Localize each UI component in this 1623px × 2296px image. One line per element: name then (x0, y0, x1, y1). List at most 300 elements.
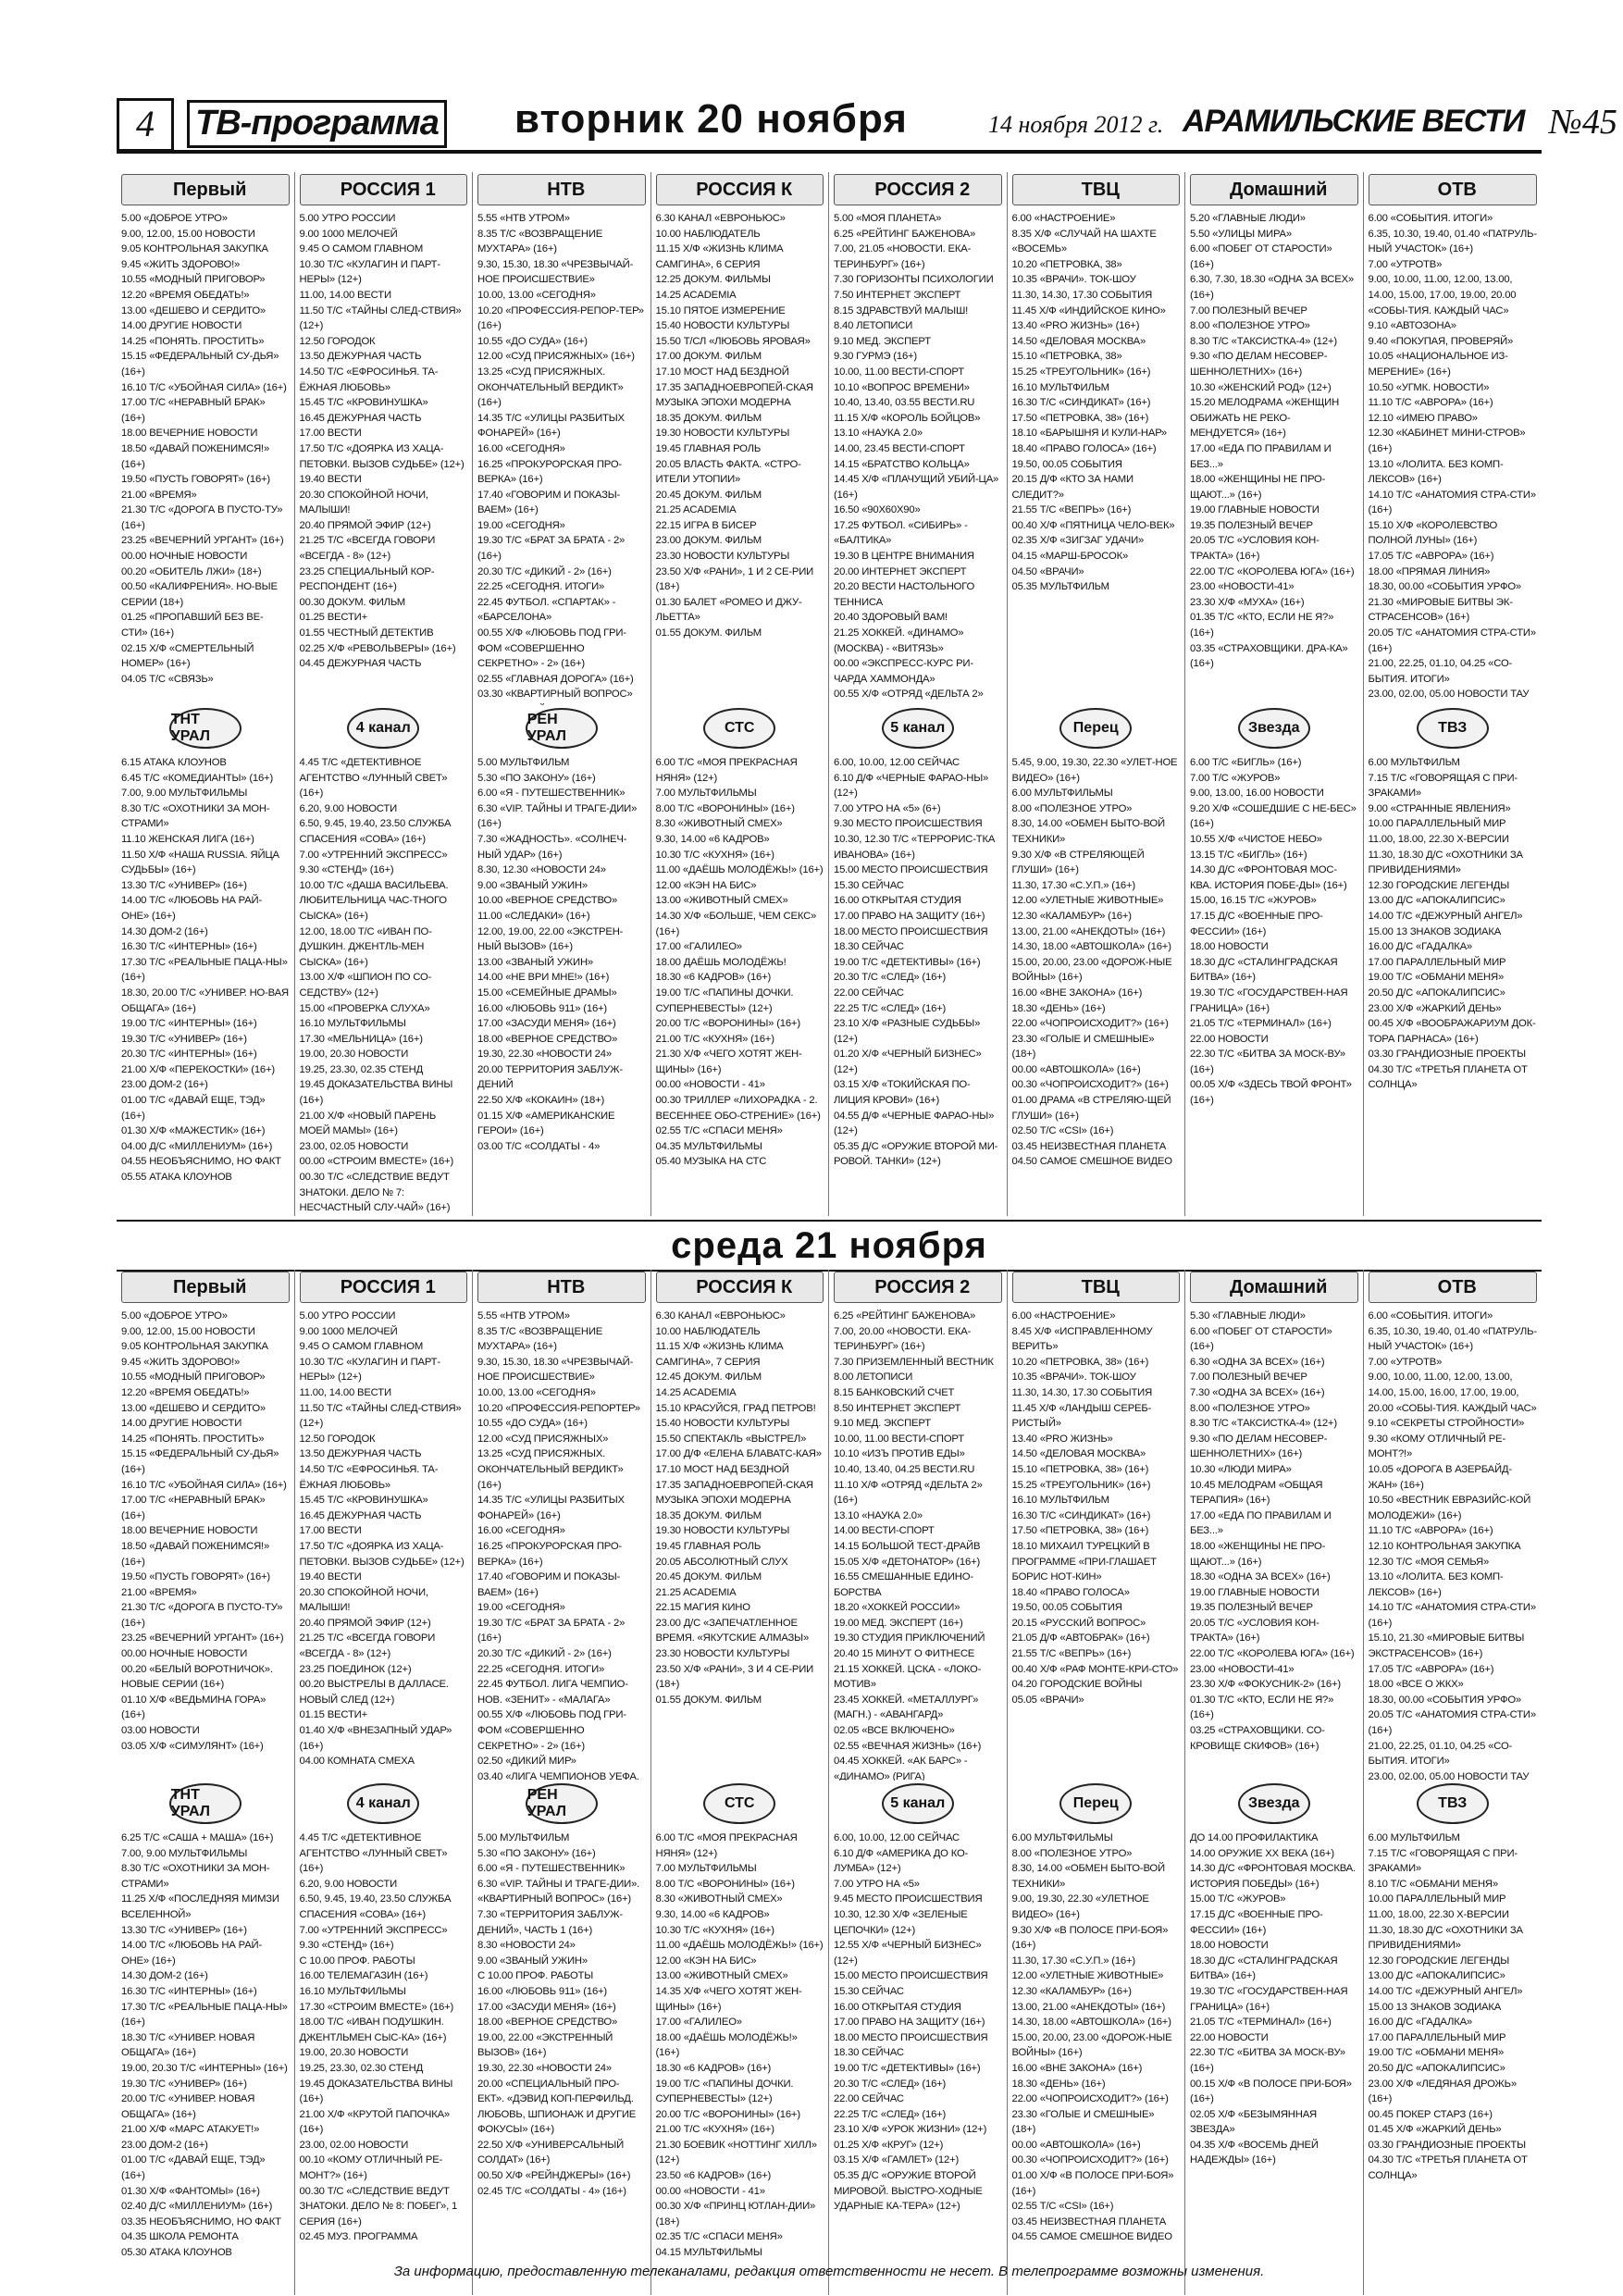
program-item: 22.00 СЕЙЧАС (834, 987, 904, 999)
program-item: 03.35 «СТРАХОВЩИКИ. ДРА-КА» (16+) (1190, 642, 1351, 670)
program-item: 20.05 Т/С «АНАТОМИЯ СТРА-СТИ» (16+) (1368, 627, 1539, 654)
program-item: 8.15 БАНКОВСКИЙ СЧЕТ (834, 1386, 955, 1398)
program-item: 7.15 Т/С «ГОВОРЯЩАЯ С ПРИ-ЗРАКАМИ» (1368, 772, 1518, 800)
program-item: 19.00 ГЛАВНЫЕ НОВОСТИ (1190, 504, 1319, 516)
program-item: 9.00 «ЗВАНЫЙ УЖИН» (477, 879, 588, 891)
program-item: 10.20 «ПЕТРОВКА, 38» (1011, 258, 1122, 270)
channel-logo-icon (1012, 174, 1181, 205)
program-item: 9.30 ГУРМЭ (16+) (834, 351, 917, 363)
program-item: 9.30 «КОМУ ОТЛИЧНЫЙ РЕ-МОНТ?!» (1368, 1433, 1506, 1460)
program-item: 18.50 «ДАВАЙ ПОЖЕНИМСЯ!» (16+) (121, 442, 273, 470)
program-item: 9.30, 15.30, 18.30 «ЧРЕЗВЫЧАЙ-НОЕ ПРОИСШЕСТВИЕ» (477, 1356, 634, 1384)
program-item: 00.20 «ОБИТЕЛЬ ЛЖИ» (18+) (121, 565, 262, 577)
program-list (300, 1309, 468, 1769)
program-item: 6.00, 10.00, 12.00 СЕЙЧАС (834, 1832, 960, 1843)
program-item: 11.10 ЖЕНСКАЯ ЛИГА (16+) (121, 833, 254, 845)
program-item: 19.30 Т/С «УНИВЕР» (16+) (121, 2078, 247, 2090)
program-item: 12.00 «СУД ПРИСЯЖНЫХ» (16+) (477, 351, 635, 363)
channel-name: НТВ (547, 179, 586, 200)
program-item: 15.10 Х/Ф «КОРОЛЕВСТВО ПОЛНОЙ ЛУНЫ» (16+) (1368, 519, 1501, 547)
program-item: 7.00 УТРО НА «5» (6+) (834, 802, 941, 814)
program-item: 04.30 Т/С «ТРЕТЬЯ ПЛАНЕТА ОТ СОЛНЦА» (1368, 2154, 1530, 2182)
channel-logo-icon (477, 174, 646, 205)
program-item: 6.30 «VIP. ТАЙНЫ И ТРАГЕ-ДИИ». «КВАРТИРНЫЙ ВОПРОС» (16+) (477, 1878, 643, 1905)
program-item: 11.30, 18.30 Д/С «ОХОТНИКИ ЗА ПРИВИДЕНИЯМИ» (1368, 1924, 1526, 1952)
program-item: 13.00 Д/С «АПОКАЛИПСИС» (1368, 1970, 1505, 1982)
program-item: 8.30 «ЖИВОТНЫЙ СМЕХ» (655, 1893, 783, 1905)
program-item: 22.25 «СЕГОДНЯ. ИТОГИ» (477, 581, 605, 593)
program-item: 6.45 Т/С «КОМЕДИАНТЫ» (16+) (121, 772, 274, 784)
program-item: 20.00 Т/С «ВОРОНИНЫ» (16+) (655, 1018, 800, 1030)
program-item: 9.30 Х/Ф «В СТРЕЛЯЮЩЕЙ ГЛУШИ» (16+) (1011, 849, 1147, 876)
program-item: 9.00, 10.00, 11.00, 12.00, 13.00, 14.00, 15.00, 16.00, 17.00, 19.00, 20.00 «СОБЫ-ТИЯ. КАЖДЫЙ ЧАС» (1368, 1371, 1537, 1414)
day-title-wednesday: среда 21 ноября (117, 1220, 1542, 1272)
program-item: 23.00 «НОВОСТИ-41» (1190, 1663, 1295, 1675)
program-item: 11.30, 18.30 Д/С «ОХОТНИКИ ЗА ПРИВИДЕНИЯМИ» (1368, 849, 1526, 876)
program-item: 17.50 Т/С «ДОЯРКА ИЗ ХАЦА-ПЕТОВКИ. ВЫЗОВ СУДЬБЕ» (12+) (299, 1540, 465, 1568)
program-item: 01.15 ВЕСТИ+ (299, 1709, 367, 1721)
program-item: 17.35 ЗАПАДНОЕВРОПЕЙ-СКАЯ МУЗЫКА ЭПОХИ МОДЕРНА (655, 381, 816, 409)
program-item: 21.15 ХОККЕЙ. ЦСКА - «ЛОКО-МОТИВ» (834, 1663, 982, 1691)
program-item: 20.40 15 МИНУТ О ФИТНЕСЕ (834, 1648, 975, 1660)
program-item: 15.05 Х/Ф «ДЕТОНАТОР» (16+) (834, 1556, 981, 1568)
program-item: 16.10 МУЛЬТФИЛЬМЫ (299, 1018, 406, 1030)
program-item: 15.45 Т/С «КРОВИНУШКА» (299, 1495, 428, 1507)
program-item: 19.30 СТУДИЯ ПРИКЛЮЧЕНИЙ (834, 1632, 985, 1644)
program-item: 6.00 Т/С «МОЯ ПРЕКРАСНАЯ НЯНЯ» (12+) (655, 757, 800, 784)
program-item: 03.45 НЕИЗВЕСТНАЯ ПЛАНЕТА (1011, 1140, 1167, 1152)
program-item: 7.00 МУЛЬТФИЛЬМЫ (655, 788, 757, 800)
program-item: 6.00 «Я - ПУТЕШЕСТВЕННИК» (477, 788, 626, 800)
program-item: 16.30 Т/С «СИНДИКАТ» (16+) (1011, 397, 1151, 409)
program-item: 7.00 УТРО НА «5» (834, 1878, 920, 1890)
channel-name: 5 канал (882, 708, 954, 749)
channel-name: РОССИЯ 1 (340, 179, 436, 200)
program-item: 16.10 МУЛЬТФИЛЬМЫ (299, 1985, 406, 1997)
program-item: 17.00 «ГАЛИЛЕО» (655, 2017, 742, 2029)
masthead (117, 96, 1617, 154)
program-item: 9.45 «ЖИТЬ ЗДОРОВО!» (121, 258, 241, 270)
program-item: 6.00 «НАСТРОЕНИЕ» (1011, 213, 1116, 224)
program-item: 10.00, 11.00 ВЕСТИ-СПОРТ (834, 366, 964, 378)
program-item: 21.25 ХОККЕЙ. «ДИНАМО» (МОСКВА) - «ВИТЯЗЬ» (834, 627, 967, 654)
channel-column (295, 1270, 474, 1781)
program-item: 16.25 «ПРОКУРОРСКАЯ ПРО-ВЕРКА» (16+) (477, 1540, 622, 1568)
program-item: 5.45, 9.00, 19.30, 22.30 «УЛЕТ-НОЕ ВИДЕО» (16+) (1011, 757, 1181, 784)
program-item: 12.10 КОНТРОЛЬНАЯ ЗАКУПКА (1368, 1540, 1521, 1552)
channel-name: Первый (173, 179, 247, 200)
program-item: 18.30 Д/С «СТАЛИНГРАДСКАЯ БИТВА» (16+) (1190, 956, 1341, 984)
program-item: 14.25 «ПОНЯТЬ. ПРОСТИТЬ» (121, 1433, 265, 1445)
program-item: 15.30 СЕЙЧАС (834, 1985, 904, 1997)
channel-column (651, 1781, 830, 2295)
program-item: 7.00 Т/С «ЖУРОВ» (1190, 772, 1281, 784)
program-item: 17.00 «ЕДА ПО ПРАВИЛАМ И БЕЗ...» (1190, 1509, 1334, 1537)
program-item: 14.00 ДРУГИЕ НОВОСТИ (121, 320, 242, 332)
program-item: 9.10 МЕД. ЭКСПЕРТ (834, 335, 931, 347)
program-item: 20.05 АБСОЛЮТНЫЙ СЛУХ (655, 1556, 788, 1568)
program-item: 7.15 Т/С «ГОВОРЯЩАЯ С ПРИ-ЗРАКАМИ» (1368, 1847, 1518, 1875)
channel-name: Первый (173, 1276, 247, 1297)
program-item: 9.30 «ПО ДЕЛАМ НЕСОВЕР-ШЕННОЛЕТНИХ» (16+) (1190, 1433, 1328, 1460)
program-item: 17.00 ПАРАЛЛЕЛЬНЫЙ МИР (1368, 956, 1506, 968)
program-item: 18.00 «ДАЁШЬ МОЛОДЁЖЬ!» (16+) (655, 2031, 800, 2059)
program-item: 12.30 «КАЛАМБУР» (16+) (1011, 910, 1132, 922)
program-item: 19.00 ГЛАВНЫЕ НОВОСТИ (1190, 1586, 1319, 1598)
program-item: 7.50 ИНТЕРНЕТ ЭКСПЕРТ (834, 289, 961, 301)
program-item: 20.30 Т/С «ДИКИЙ - 2» (16+) (477, 1648, 612, 1660)
program-item: 10.05 «ДОРОГА В АЗЕРБАЙД-ЖАН» (16+) (1368, 1463, 1512, 1491)
program-item: 19.00 Т/С «ДЕТЕКТИВЫ» (16+) (834, 956, 981, 968)
program-item: 14.00 ОРУЖИЕ XX ВЕКА (16+) (1190, 1847, 1334, 1859)
program-item: 19.30 В ЦЕНТРЕ ВНИМАНИЯ (834, 551, 974, 563)
program-item: 18.35 ДОКУМ. ФИЛЬМ (655, 1509, 762, 1521)
program-item: 15.00 «СЕМЕЙНЫЕ ДРАМЫ» (477, 987, 617, 999)
program-item: 13.10 «ЛОЛИТА. БЕЗ КОМП-ЛЕКСОВ» (16+) (1368, 458, 1504, 486)
program-item: 17.35 ЗАПАДНОЕВРОПЕЙ-СКАЯ МУЗЫКА ЭПОХИ МОДЕРНА (655, 1479, 816, 1507)
program-list (1012, 1309, 1181, 1707)
channel-logo-icon (1369, 1272, 1538, 1303)
program-item: 17.30 «МЕЛЬНИЦА» (16+) (299, 1033, 423, 1045)
channel-column (829, 705, 1008, 1216)
program-item: 13.30 Т/С «УНИВЕР» (16+) (121, 1924, 247, 1936)
wednesday-grid (117, 1270, 1542, 2295)
program-item: 00.05 Х/Ф «ЗДЕСЬ ТВОЙ ФРОНТ» (16+) (1190, 1079, 1355, 1107)
program-item: 6.00 Т/С «БИГЛЬ» (16+) (1190, 757, 1302, 768)
program-item: 13.10 «НАУКА 2.0» (834, 428, 923, 440)
program-item: 18.50 «ДАВАЙ ПОЖЕНИМСЯ!» (16+) (121, 1540, 273, 1568)
program-item: 6.00 «ПОБЕГ ОТ СТАРОСТИ» (16+) (1190, 1325, 1335, 1353)
channel-name: ОТВ (1437, 1276, 1477, 1297)
program-item: 12.00 «УЛЕТНЫЕ ЖИВОТНЫЕ» (1011, 895, 1164, 907)
program-item: 21.25 ACADEMIA (655, 1586, 737, 1598)
program-item: 11.10 Т/С «АВРОРА» (16+) (1368, 1525, 1493, 1537)
program-item: 19.30, 22.30 «НОВОСТИ 24» (477, 1049, 612, 1061)
program-item: 15.10 КРАСУЙСЯ, ГРАД ПЕТРОВ! (655, 1402, 816, 1414)
program-item: 23.00 Д/С «ЗАПЕЧАТЛЕННОЕ ВРЕМЯ. «ЯКУТСКИЕ АЛМАЗЫ» (655, 1617, 810, 1644)
program-item: 18.30, 20.00 Т/С «УНИВЕР. НО-ВАЯ ОБЩАГА» (16+) (121, 987, 291, 1014)
program-item: 6.35, 10.30, 19.40, 01.40 «ПАТРУЛЬ-НЫЙ УЧАСТОК» (16+) (1368, 228, 1537, 255)
program-item: 18.30 «ОДНА ЗА ВСЕХ» (16+) (1190, 1571, 1331, 1583)
channel-logo-icon (121, 707, 290, 750)
program-item: 8.30 Т/С «ТАКСИСТКА-4» (12+) (1190, 1418, 1337, 1430)
program-item: 9.45 МЕСТО ПРОИСШЕСТВИЯ (834, 1893, 983, 1905)
disclaimer: За информацию, предоставленную телеканалами, редакция ответственности не несет. В телепрограмме возможны изменения. (393, 2264, 1265, 2279)
program-list (300, 755, 468, 1216)
program-item: 05.35 МУЛЬТФИЛЬМ (1011, 581, 1109, 593)
program-item: 02.05 Х/Ф «БЕЗЫМЯННАЯ ЗВЕЗДА» (1190, 2108, 1319, 2136)
program-item: 9.30 Х/Ф «В ПОЛОСЕ ПРИ-БОЯ» (16+) (1011, 1924, 1171, 1952)
program-item: 03.45 НЕИЗВЕСТНАЯ ПЛАНЕТА (1011, 2215, 1167, 2228)
program-list (1012, 211, 1181, 595)
program-item: 14.00 Т/С «ДЕЖУРНЫЙ АНГЕЛ» (1368, 910, 1523, 922)
program-item: 02.25 Х/Ф «РЕВОЛЬВЕРЫ» (16+) (299, 642, 456, 654)
program-item: 11.15 Х/Ф «ЖИЗНЬ КЛИМА САМГИНА», 6 СЕРИЯ (655, 243, 787, 270)
program-item: 00.30 Х/Ф «ПРИНЦ ЮТЛАН-ДИИ» (18+) (655, 2201, 819, 2228)
program-item: 8.30, 14.00 «ОБМЕН БЫТО-ВОЙ ТЕХНИКИ» (1011, 1863, 1168, 1890)
program-item: 5.00 УТРО РОССИИ (299, 1310, 396, 1322)
program-item: 14.00 ВЕСТИ-СПОРТ (834, 1525, 935, 1537)
program-item: 05.40 МУЗЫКА НА СТС (655, 1156, 767, 1168)
program-item: 21.00 Х/Ф «МАРС АТАКУЕТ!» (121, 2124, 260, 2136)
program-item: 13.00 «ДЕШЕВО И СЕРДИТО» (121, 1402, 266, 1414)
program-item: 8.50 ИНТЕРНЕТ ЭКСПЕРТ (834, 1402, 961, 1414)
channel-column (1008, 705, 1186, 1216)
program-item: 11.00, 18.00, 22.30 Х-ВЕРСИИ (1368, 833, 1509, 845)
program-item: 19.30 Т/С «БРАТ ЗА БРАТА - 2» (16+) (477, 535, 628, 563)
program-item: 10.30 Т/С «КУЛАГИН И ПАРТ-НЕРЫ» (12+) (299, 1356, 440, 1384)
program-item: 20.50 Д/С «АПОКАЛИПСИС» (1368, 987, 1505, 999)
program-item: 9.30 «ПО ДЕЛАМ НЕСОВЕР-ШЕННОЛЕТНИХ» (16+) (1190, 351, 1328, 378)
tue-row-bottom (117, 705, 1542, 1216)
program-item: 20.00 Т/С «УНИВЕР. НОВАЯ ОБЩАГА» (16+) (121, 2093, 258, 2120)
channel-logo-icon (121, 1782, 290, 1825)
program-item: 17.40 «ГОВОРИМ И ПОКАЗЫ-ВАЕМ» (16+) (477, 1571, 621, 1598)
program-item: С 10.00 ПРОФ. РАБОТЫ (299, 1955, 415, 1967)
program-item: 20.30 СПОКОЙНОЙ НОЧИ, МАЛЫШИ! (299, 1586, 431, 1614)
program-item: 11.50 Х/Ф «НАША RUSSIA. ЯЙЦА СУДЬБЫ» (16+) (121, 849, 282, 876)
program-item: 00.40 Х/Ф «ПЯТНИЦА ЧЕЛО-ВЕК» (1011, 519, 1175, 531)
program-item: 17.50 Т/С «ДОЯРКА ИЗ ХАЦА-ПЕТОВКИ. ВЫЗОВ СУДЬБЕ» (12+) (299, 442, 465, 470)
program-item: 01.15 Х/Ф «АМЕРИКАНСКИЕ ГЕРОИ» (16+) (477, 1110, 618, 1137)
program-item: 15.00 13 ЗНАКОВ ЗОДИАКА (1368, 2001, 1502, 2013)
program-item: 01.30 Х/Ф «МАЖЕСТИК» (16+) (121, 1125, 266, 1137)
channel-column (473, 1270, 651, 1781)
program-item: 01.10 Х/Ф «ВЕДЬМИНА ГОРА» (16+) (121, 1694, 269, 1721)
program-item: 10.55 «МОДНЫЙ ПРИГОВОР» (121, 274, 266, 286)
program-item: 7.00 «УТРОТВ» (1368, 1356, 1443, 1368)
program-item: 6.30 «ОДНА ЗА ВСЕХ» (16+) (1190, 1356, 1325, 1368)
program-item: 04.00 КОМНАТА СМЕХА (299, 1756, 415, 1768)
program-item: 01.00 Т/С «ДАВАЙ ЕЩЕ, ТЭД» (16+) (121, 1095, 268, 1122)
program-item: 04.15 «МАРШ-БРОСОК» (1011, 551, 1129, 563)
program-list (477, 1831, 646, 2199)
program-item: 17.50 «ПЕТРОВКА, 38» (16+) (1011, 1525, 1149, 1537)
program-item: 20.05 Т/С «УСЛОВИЯ КОН-ТРАКТА» (16+) (1190, 535, 1319, 563)
program-item: 15.10 ПЯТОЕ ИЗМЕРЕНИЕ (655, 304, 786, 316)
program-item: 13.25 «СУД ПРИСЯЖНЫХ. ОКОНЧАТЕЛЬНЫЙ ВЕРДИКТ» (16+) (477, 1448, 626, 1491)
program-item: 15.00 «ПРОВЕРКА СЛУХА» (299, 1002, 430, 1014)
program-item: 04.55 САМОЕ СМЕШНОЕ ВИДЕО (1011, 2231, 1172, 2243)
program-item: 7.30 «ЖАДНОСТЬ». «СОЛНЕЧ-НЫЙ УДАР» (16+) (477, 833, 627, 861)
program-item: 13.00 «ЖИВОТНЫЙ СМЕХ» (655, 895, 788, 907)
program-item: 01.30 Т/С «КТО, ЕСЛИ НЕ Я?» (16+) (1190, 1694, 1337, 1721)
program-item: 21.30 Х/Ф «ЧЕГО ХОТЯТ ЖЕН-ЩИНЫ» (16+) (655, 1049, 802, 1075)
program-list (656, 211, 824, 641)
program-item: ДО 14.00 ПРОФИЛАКТИКА (1190, 1832, 1319, 1843)
program-item: 20.30 Т/С «СЛЕД» (16+) (834, 972, 947, 984)
program-item: 23.00 ДОМ-2 (16+) (121, 1079, 208, 1091)
channel-name: Звезда (1238, 1783, 1310, 1824)
program-item: 16.10 Т/С «УБОЙНАЯ СИЛА» (16+) (121, 381, 287, 393)
program-item: 19.40 ВЕСТИ (299, 474, 362, 486)
tuesday-grid (117, 172, 1542, 1216)
program-item: 9.30, 14.00 «6 КАДРОВ» (655, 833, 770, 845)
channel-column (829, 172, 1008, 705)
channel-column (473, 1781, 651, 2295)
program-item: 04.55 Д/Ф «ЧЕРНЫЕ ФАРАО-НЫ» (12+) (834, 1110, 997, 1137)
program-item: 10.00 Т/С «ДАША ВАСИЛЬЕВА. ЛЮБИТЕЛЬНИЦА ЧАС-ТНОГО СЫСКА» (16+) (299, 879, 452, 922)
program-item: 6.20, 9.00 НОВОСТИ (299, 1878, 397, 1890)
program-item: 9.30, 15.30, 18.30 «ЧРЕЗВЫЧАЙ-НОЕ ПРОИСШЕСТВИЕ» (477, 258, 634, 286)
program-item: 5.00 «ДОБРОЕ УТРО» (121, 213, 228, 224)
program-item: 11.00 «ДАЁШЬ МОЛОДЁЖЬ!» (16+) (655, 864, 824, 876)
program-item: 16.45 ДЕЖУРНАЯ ЧАСТЬ (299, 1509, 422, 1521)
program-item: 11.15 Х/Ф «КОРОЛЬ БОЙЦОВ» (834, 412, 981, 424)
channel-logo-icon (834, 174, 1002, 205)
program-item: 21.00 «ВРЕМЯ» (121, 1586, 197, 1598)
program-item: 17.00 Д/Ф «ЕЛЕНА БЛАВАТС-КАЯ» (655, 1448, 822, 1460)
channel-column (1008, 172, 1186, 705)
program-item: 14.15 БОЛЬШОЙ ТЕСТ-ДРАЙВ (834, 1540, 981, 1552)
program-item: 19.00 «СЕГОДНЯ» (477, 519, 565, 531)
program-item: 05.05 «ВРАЧИ» (1011, 1694, 1084, 1706)
program-list (1012, 755, 1181, 1170)
program-item: 19.40 ВЕСТИ (299, 1571, 362, 1583)
program-item: 13.40 «PRO ЖИЗНЬ» (16+) (1011, 320, 1140, 332)
program-item: 19.30 Т/С «БРАТ ЗА БРАТА - 2» (16+) (477, 1617, 628, 1644)
program-item: 8.30, 14.00 «ОБМЕН БЫТО-ВОЙ ТЕХНИКИ» (1011, 818, 1168, 845)
program-item: 21.00, 22.25, 01.10, 04.25 «СО-БЫТИЯ. ИТОГИ» (1368, 658, 1513, 685)
channel-logo-icon (121, 174, 290, 205)
program-item: 5.00 МУЛЬТФИЛЬМ (477, 757, 570, 768)
program-item: 8.10 Т/С «ОБМАНИ МЕНЯ» (1368, 1878, 1498, 1890)
program-list (477, 211, 646, 705)
program-item: 12.00 «КЭН НА БИС» (655, 1955, 757, 1967)
program-item: 7.00, 9.00 МУЛЬТФИЛЬМЫ (121, 1847, 248, 1859)
channel-logo-icon (834, 1782, 1002, 1825)
program-item: 02.35 Т/С «СПАСИ МЕНЯ» (655, 2231, 783, 2243)
program-item: 17.00 «ЕДА ПО ПРАВИЛАМ И БЕЗ...» (1190, 442, 1334, 470)
program-item: 8.00 Т/С «ВОРОНИНЫ» (16+) (655, 802, 795, 814)
program-item: 19.00, 20.30 НОВОСТИ (299, 1049, 409, 1061)
program-item: 12.20 «ВРЕМЯ ОБЕДАТЬ!» (121, 1386, 250, 1398)
program-item: 15.00, 16.15 Т/С «ЖУРОВ» (1190, 895, 1317, 907)
program-item: 8.35 Х/Ф «СЛУЧАЙ НА ШАХТЕ «ВОСЕМЬ» (1011, 228, 1159, 255)
program-item: 7.30 «ТЕРРИТОРИЯ ЗАБЛУЖ-ДЕНИЙ», ЧАСТЬ 1 (16+) (477, 1908, 623, 1936)
program-item: 16.00 ТЕЛЕМАГАЗИН (16+) (299, 1970, 428, 1982)
channel-name: СТС (703, 708, 775, 749)
program-item: 19.35 ПОЛЕЗНЫЙ ВЕЧЕР (1190, 519, 1313, 531)
program-item: 00.30 «ЧОПРОИСХОДИТ?» (16+) (1011, 2154, 1169, 2166)
program-item: 00.50 Х/Ф «РЕЙНДЖЕРЫ» (16+) (477, 2170, 631, 2182)
program-item: 15.10 «ПЕТРОВКА, 38» (1011, 351, 1122, 363)
program-item: 19.00 МЕД. ЭКСПЕРТ (16+) (834, 1617, 963, 1629)
channel-name: РЕН УРАЛ (526, 1783, 598, 1824)
program-item: 04.35 ШКОЛА РЕМОНТА (121, 2231, 239, 2243)
channel-name: РОССИЯ 2 (874, 179, 971, 200)
program-item: 17.10 МОСТ НАД БЕЗДНОЙ (655, 366, 789, 378)
program-item: 03.05 Х/Ф «СИМУЛЯНТ» (16+) (121, 1740, 264, 1752)
program-item: 21.30 Т/С «ДОРОГА В ПУСТО-ТУ» (16+) (121, 504, 286, 531)
program-list (1012, 1831, 1181, 2245)
program-item: 11.25 Х/Ф «ПОСЛЕДНЯЯ МИМЗИ ВСЕЛЕННОЙ» (121, 1893, 282, 1920)
program-item: 17.00 «ГАЛИЛЕО» (655, 941, 742, 953)
program-item: 23.00, 02.05 НОВОСТИ (299, 1140, 409, 1152)
program-item: 16.25 «ПРОКУРОРСКАЯ ПРО-ВЕРКА» (16+) (477, 458, 622, 486)
program-list (1190, 211, 1358, 672)
program-item: 11.15 Х/Ф «ЖИЗНЬ КЛИМА САМГИНА», 7 СЕРИЯ (655, 1341, 787, 1368)
program-item: 02.15 Х/Ф «СМЕРТЕЛЬНЫЙ НОМЕР» (16+) (121, 642, 257, 670)
program-item: 16.00 Д/С «ГАДАЛКА» (1368, 2017, 1472, 2029)
day-title-tuesday: вторник 20 ноября (514, 96, 908, 142)
program-item: 10.00 ПАРАЛЛЕЛЬНЫЙ МИР (1368, 818, 1506, 830)
program-item: 00.30 ДОКУМ. ФИЛЬМ (299, 596, 406, 608)
program-item: 18.00 НОВОСТИ (1190, 1940, 1269, 1952)
program-item: 04.35 Х/Ф «ВОСЕМЬ ДНЕЙ НАДЕЖДЫ» (16+) (1190, 2139, 1321, 2166)
program-item: С 10.00 ПРОФ. РАБОТЫ (477, 1970, 594, 1982)
program-item: 12.00 «КЭН НА БИС» (655, 879, 757, 891)
program-item: 23.00 Х/Ф «ЖАРКИЙ ДЕНЬ» (1368, 1002, 1502, 1014)
program-item: 15.15 «ФЕДЕРАЛЬНЫЙ СУ-ДЬЯ» (16+) (121, 1448, 282, 1475)
program-item: 9.05 КОНТРОЛЬНАЯ ЗАКУПКА (121, 243, 268, 255)
program-item: 18.00 ДАЁШЬ МОЛОДЁЖЬ! (655, 956, 787, 968)
program-item: 23.50 Х/Ф «РАНИ», 3 И 4 СЕ-РИИ (18+) (655, 1663, 817, 1691)
program-item: 04.45 ХОККЕЙ. «АК БАРС» - «ДИНАМО» (РИГА) (834, 1756, 971, 1781)
program-item: 18.40 «ПРАВО ГОЛОСА» (1011, 1586, 1130, 1598)
program-item: 14.00 Т/С «ДЕЖУРНЫЙ АНГЕЛ» (1368, 1985, 1523, 1997)
program-list (1369, 211, 1538, 705)
channel-logo-icon (656, 174, 824, 205)
program-list (1369, 1831, 1538, 2184)
channel-logo-icon (834, 1272, 1002, 1303)
program-item: 20.45 ДОКУМ. ФИЛЬМ (655, 1571, 762, 1583)
program-item: 10.35 «ВРАЧИ». ТОК-ШОУ (1011, 1371, 1136, 1384)
program-item: 21.25 ACADEMIA (655, 504, 737, 516)
program-item: 8.00 «ПОЛЕЗНОЕ УТРО» (1011, 1847, 1133, 1859)
program-item: 04.55 НЕОБЪЯСНИМО, НО ФАКТ (121, 1156, 281, 1168)
program-item: 15.10 «ПЕТРОВКА, 38» (16+) (1011, 1463, 1149, 1475)
program-item: 12.55 Х/Ф «ЧЕРНЫЙ БИЗНЕС» (12+) (834, 1940, 985, 1967)
program-item: 16.10 Т/С «УБОЙНАЯ СИЛА» (16+) (121, 1479, 287, 1491)
channel-name: Домашний (1230, 179, 1328, 200)
program-item: 15.00 МЕСТО ПРОИСШЕСТВИЯ (834, 1970, 988, 1982)
program-item: 02.40 Д/С «МИЛЛЕНИУМ» (16+) (121, 2201, 273, 2213)
channel-column (117, 705, 295, 1216)
program-item: 23.00 Х/Ф «ЛЕДЯНАЯ ДРОЖЬ» (16+) (1368, 2078, 1519, 2105)
program-item: 04.50 «ВРАЧИ» (1011, 565, 1084, 577)
program-item: 6.25 «РЕЙТИНГ БАЖЕНОВА» (834, 1310, 976, 1322)
program-item: 21.05 Д/Ф «АВТОБРАК» (16+) (1011, 1632, 1150, 1644)
program-item: 9.40 «ПОКУПАЯ, ПРОВЕРЯЙ» (1368, 335, 1514, 347)
program-item: 12.30 ГОРОДСКИЕ ЛЕГЕНДЫ (1368, 879, 1509, 891)
program-item: 16.00 ОТКРЫТАЯ СТУДИЯ (834, 895, 961, 907)
program-item: 21.30 БОЕВИК «НОТТИНГ ХИЛЛ» (12+) (655, 2139, 820, 2166)
program-item: 11.45 Х/Ф «ЛАНДЫШ СЕРЕБ-РИСТЫЙ» (1011, 1402, 1152, 1430)
program-item: 6.50, 9.45, 19.40, 23.50 СЛУЖБА СПАСЕНИЯ «СОВА» (16+) (299, 818, 454, 845)
program-item: 13.00, 21.00 «АНЕКДОТЫ» (16+) (1011, 2001, 1166, 2013)
program-item: 14.00, 23.45 ВЕСТИ-СПОРТ (834, 442, 965, 454)
program-item: 18.30 Т/С «УНИВЕР. НОВАЯ ОБЩАГА» (16+) (121, 2031, 258, 2059)
program-item: 18.10 «БАРЫШНЯ И КУЛИ-НАР» (1011, 428, 1167, 440)
program-item: 10.20 «ПРОФЕССИЯ-РЕПОРТЕР» (477, 1402, 640, 1414)
program-item: 14.15 «БРАТСТВО КОЛЬЦА» (834, 458, 970, 470)
program-item: 23.00 ДОКУМ. ФИЛЬМ (655, 535, 762, 547)
channel-name: Звезда (1238, 708, 1310, 749)
program-item: 11.00 «СЛЕДАКИ» (16+) (477, 910, 590, 922)
program-item: 7.00 «УТРОТВ» (1368, 258, 1443, 270)
program-item: 19.50 «ПУСТЬ ГОВОРЯТ» (16+) (121, 1571, 270, 1583)
channel-logo-icon (300, 1782, 468, 1825)
program-item: 02.55 «ГЛАВНАЯ ДОРОГА» (16+) (477, 673, 634, 685)
channel-name: 4 канал (347, 1783, 419, 1824)
channel-name: РЕН УРАЛ (526, 708, 598, 749)
program-item: 23.30 «ГОЛЫЕ И СМЕШНЫЕ» (18+) (1011, 1033, 1158, 1061)
program-item: 7.00, 21.05 «НОВОСТИ. ЕКА-ТЕРИНБУРГ» (16+) (834, 243, 972, 270)
channel-column (1364, 172, 1542, 705)
program-item: 16.30 Т/С «СИНДИКАТ» (16+) (1011, 1509, 1151, 1521)
program-item: 10.20 «ПРОФЕССИЯ-РЕПОР-ТЕР» (16+) (477, 304, 647, 332)
